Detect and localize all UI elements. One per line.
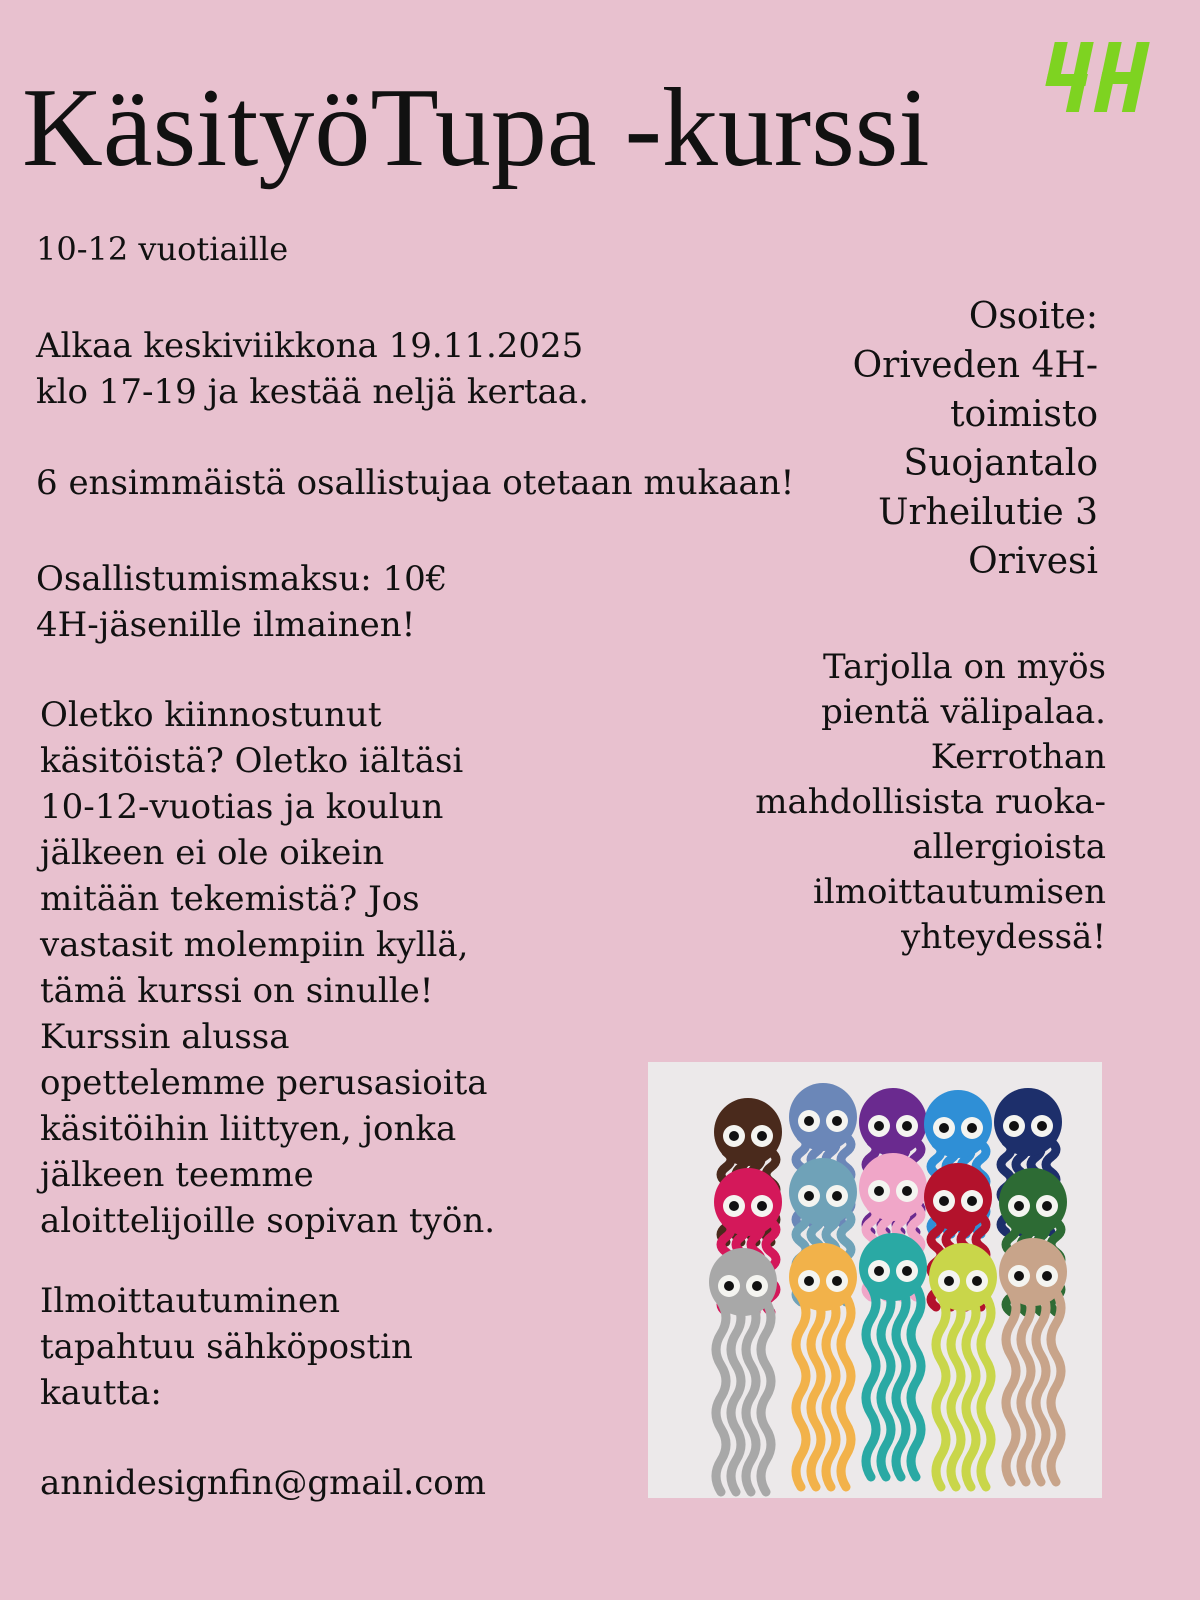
octopus-toy: [859, 1233, 927, 1477]
contact-email[interactable]: annidesignfin@gmail.com: [40, 1463, 486, 1503]
signup-info: Ilmoittautuminen tapahtuu sähköpostin kautta:: [40, 1281, 413, 1413]
course-description: Oletko kiinnostunut käsitöistä? Oletko iältäsi 10-12-vuotias ja koulun jälkeen ei ole oikein mitään tekemistä? Jos vastasit molempiin kyllä, tämä kurssi on sinulle! Kurssin alussa opettelemme perusasioita käsitöihin liittyen, jonka jälkeen teemme aloittelijoille sopivan työn.: [40, 695, 496, 1241]
octopus-toy: [929, 1243, 997, 1487]
address-block: Osoite: Oriveden 4H- toimisto Suojantalo Urheilutie 3 Orivesi: [852, 296, 1098, 582]
age-group: 10-12 vuotiaille: [36, 230, 289, 268]
octopus-photo: [648, 1062, 1102, 1498]
snack-info: Tarjolla on myös pientä välipalaa. Kerrothan mahdollisista ruoka- allergioista ilmoittautumisen yhteydessä!: [755, 647, 1106, 957]
participation-fee: Osallistumismaksu: 10€ 4H-jäsenille ilmainen!: [36, 559, 448, 645]
participant-limit: 6 ensimmäistä osallistujaa otetaan mukaan!: [36, 463, 795, 503]
octopus-toy: [789, 1243, 857, 1487]
start-info: Alkaa keskiviikkona 19.11.2025 klo 17-19 ja kestää neljä kertaa.: [36, 326, 589, 412]
course-title: KäsityöTupa -kurssi: [22, 66, 930, 190]
octopus-toy: [709, 1248, 777, 1492]
4h-logo: [1038, 36, 1164, 116]
octopus-toy: [999, 1238, 1067, 1482]
